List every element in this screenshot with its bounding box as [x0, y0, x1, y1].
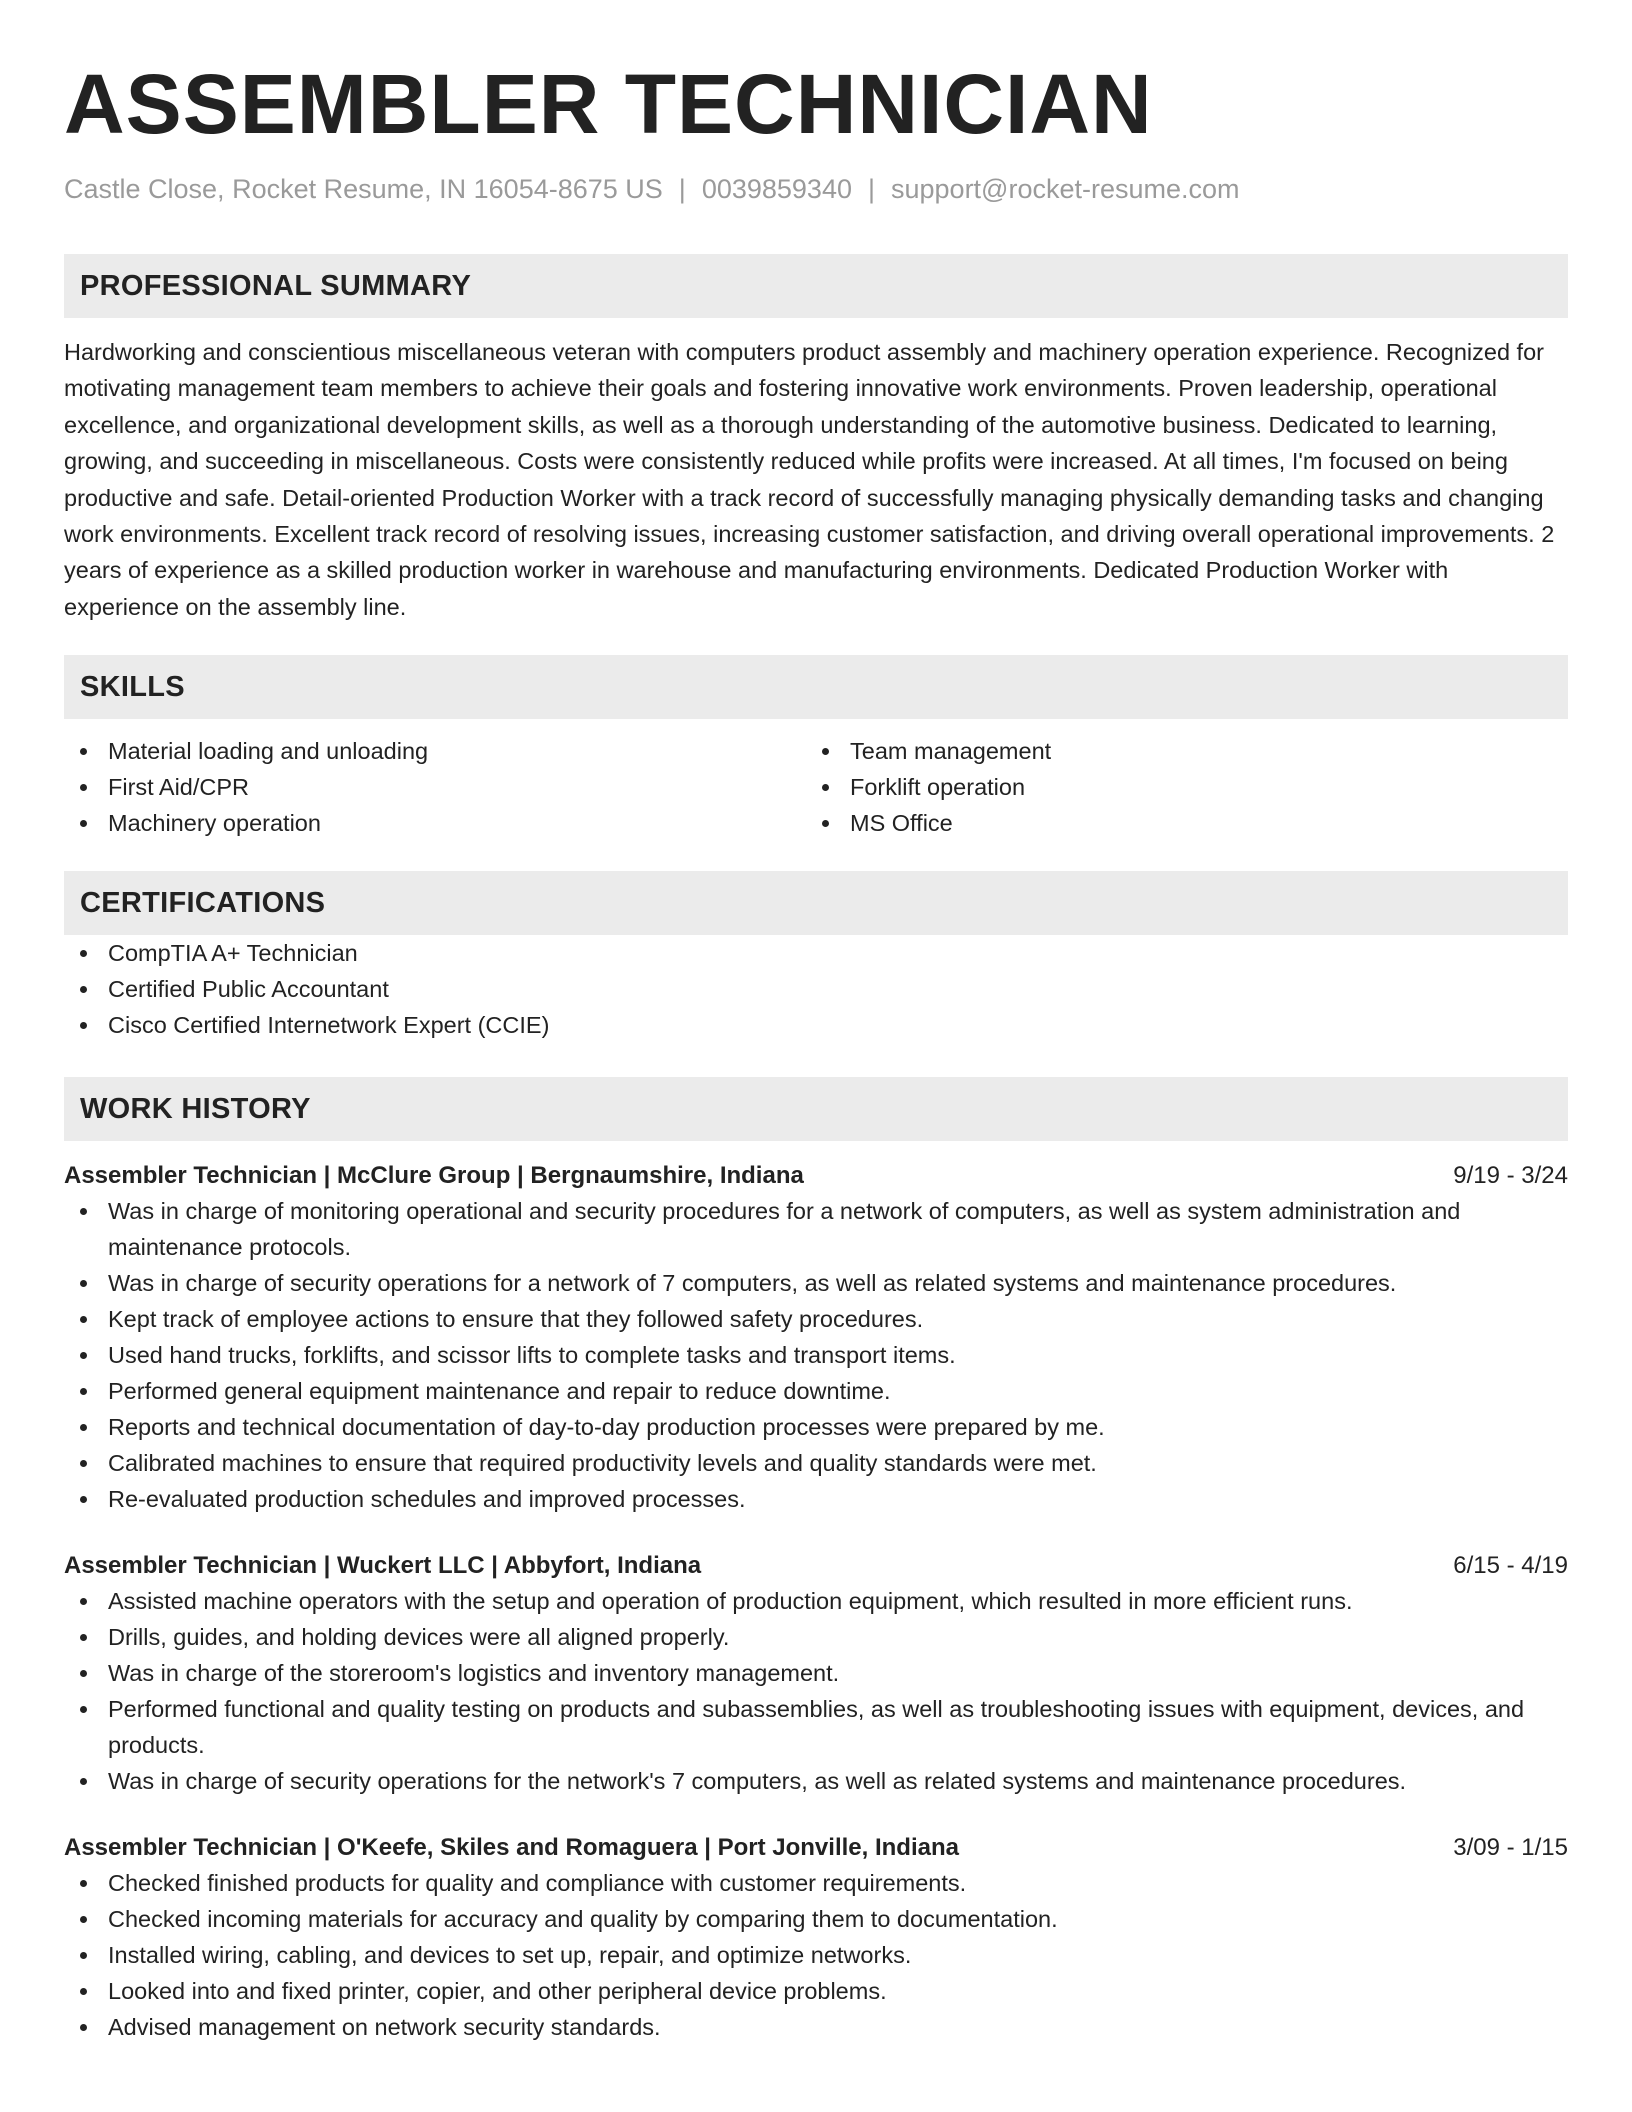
skill-item: MS Office [806, 805, 1548, 841]
job-bullet: Looked into and fixed printer, copier, and other peripheral device problems. [64, 1973, 1568, 2009]
skills-section-header: SKILLS [64, 655, 1568, 719]
job-bullet: Was in charge of the storeroom's logistics and inventory management. [64, 1655, 1568, 1691]
job-bullet: Drills, guides, and holding devices were all aligned properly. [64, 1619, 1568, 1655]
job-bullet-list [64, 1193, 1568, 1517]
skills-grid [64, 733, 1568, 841]
certification-item: Certified Public Accountant [64, 971, 1568, 1007]
skill-item: First Aid/CPR [64, 769, 806, 805]
job-dates: 9/19 - 3/24 [1453, 1162, 1568, 1190]
job-bullet: Performed general equipment maintenance and repair to reduce downtime. [64, 1373, 1568, 1409]
contact-separator: | [678, 174, 686, 204]
job-bullet: Performed functional and quality testing on products and subassemblies, as well as troubleshooting issues with equipment, devices, and products. [64, 1691, 1568, 1763]
job-bullet: Installed wiring, cabling, and devices to set up, repair, and optimize networks. [64, 1937, 1568, 1973]
certifications-section-header: CERTIFICATIONS [64, 871, 1568, 935]
job-bullet-list [64, 1865, 1568, 2045]
job-bullet: Was in charge of monitoring operational and security procedures for a network of computers, as well as system administration and maintenance protocols. [64, 1193, 1568, 1265]
job-entry [64, 1831, 1568, 2045]
job-heading: Assembler Technician | McClure Group | Bergnaumshire, Indiana [64, 1162, 804, 1190]
summary-text: Hardworking and conscientious miscellaneous veteran with computers product assembly and machinery operation experience. Recognized for motivating management team members to achieve their goals and fostering innovative work environments. Proven leadership, operational excellence, and organizational development skills, as well as a thorough understanding of the automotive business. Dedicated to learning, growing, and succeeding in miscellaneous. Costs were consistently reduced while profits were increased. At all times, I'm focused on being productive and safe. Detail-oriented Production Worker with a track record of successfully managing physically demanding tasks and changing work environments. Excellent track record of resolving issues, increasing customer satisfaction, and driving overall operational improvements. 2 years of experience as a skilled production worker in warehouse and manufacturing environments. Dedicated Production Worker with experience on the assembly line. [64, 339, 1555, 620]
work-history-section-header: WORK HISTORY [64, 1077, 1568, 1141]
job-bullet-list [64, 1583, 1568, 1799]
certifications-list [64, 935, 1568, 1043]
skill-item: Machinery operation [64, 805, 806, 841]
skills-list-left [64, 733, 806, 841]
job-bullet: Was in charge of security operations for the network's 7 computers, as well as related systems and maintenance procedures. [64, 1763, 1568, 1799]
job-heading: Assembler Technician | O'Keefe, Skiles and Romaguera | Port Jonville, Indiana [64, 1834, 959, 1862]
job-heading-row [64, 1159, 1568, 1193]
job-bullet: Checked finished products for quality and compliance with customer requirements. [64, 1865, 1568, 1901]
job-bullet: Re-evaluated production schedules and improved processes. [64, 1481, 1568, 1517]
job-bullet: Used hand trucks, forklifts, and scissor lifts to complete tasks and transport items. [64, 1337, 1568, 1373]
job-dates: 6/15 - 4/19 [1453, 1552, 1568, 1580]
skills-column-left [64, 733, 806, 841]
contact-separator: | [867, 174, 875, 204]
certification-item: Cisco Certified Internetwork Expert (CCIE) [64, 1007, 1568, 1043]
job-heading-row [64, 1831, 1568, 1865]
skill-item: Material loading and unloading [64, 733, 806, 769]
job-entry [64, 1159, 1568, 1517]
summary-section-header: PROFESSIONAL SUMMARY [64, 254, 1568, 318]
contact-email: support@rocket-resume.com [891, 174, 1240, 204]
job-bullet: Assisted machine operators with the setup and operation of production equipment, which resulted in more efficient runs. [64, 1583, 1568, 1619]
contact-line [64, 172, 1568, 206]
job-heading-row [64, 1549, 1568, 1583]
contact-address: Castle Close, Rocket Resume, IN 16054-8675 US [64, 174, 663, 204]
skill-item: Forklift operation [806, 769, 1548, 805]
job-bullet: Advised management on network security standards. [64, 2009, 1568, 2045]
job-bullet: Kept track of employee actions to ensure that they followed safety procedures. [64, 1301, 1568, 1337]
resume-page [64, 0, 1568, 2045]
skills-list-right [806, 733, 1548, 841]
resume-name: ASSEMBLER TECHNICIAN [64, 57, 1153, 151]
job-bullet: Checked incoming materials for accuracy and quality by comparing them to documentation. [64, 1901, 1568, 1937]
job-dates: 3/09 - 1/15 [1453, 1834, 1568, 1862]
job-heading: Assembler Technician | Wuckert LLC | Abbyfort, Indiana [64, 1552, 702, 1580]
job-bullet: Reports and technical documentation of day-to-day production processes were prepared by me. [64, 1409, 1568, 1445]
job-bullet: Calibrated machines to ensure that required productivity levels and quality standards were met. [64, 1445, 1568, 1481]
job-entry [64, 1549, 1568, 1799]
certification-item: CompTIA A+ Technician [64, 935, 1568, 971]
job-bullet: Was in charge of security operations for a network of 7 computers, as well as related systems and maintenance procedures. [64, 1265, 1568, 1301]
skill-item: Team management [806, 733, 1548, 769]
contact-phone: 0039859340 [701, 174, 852, 204]
skills-column-right [806, 733, 1548, 841]
